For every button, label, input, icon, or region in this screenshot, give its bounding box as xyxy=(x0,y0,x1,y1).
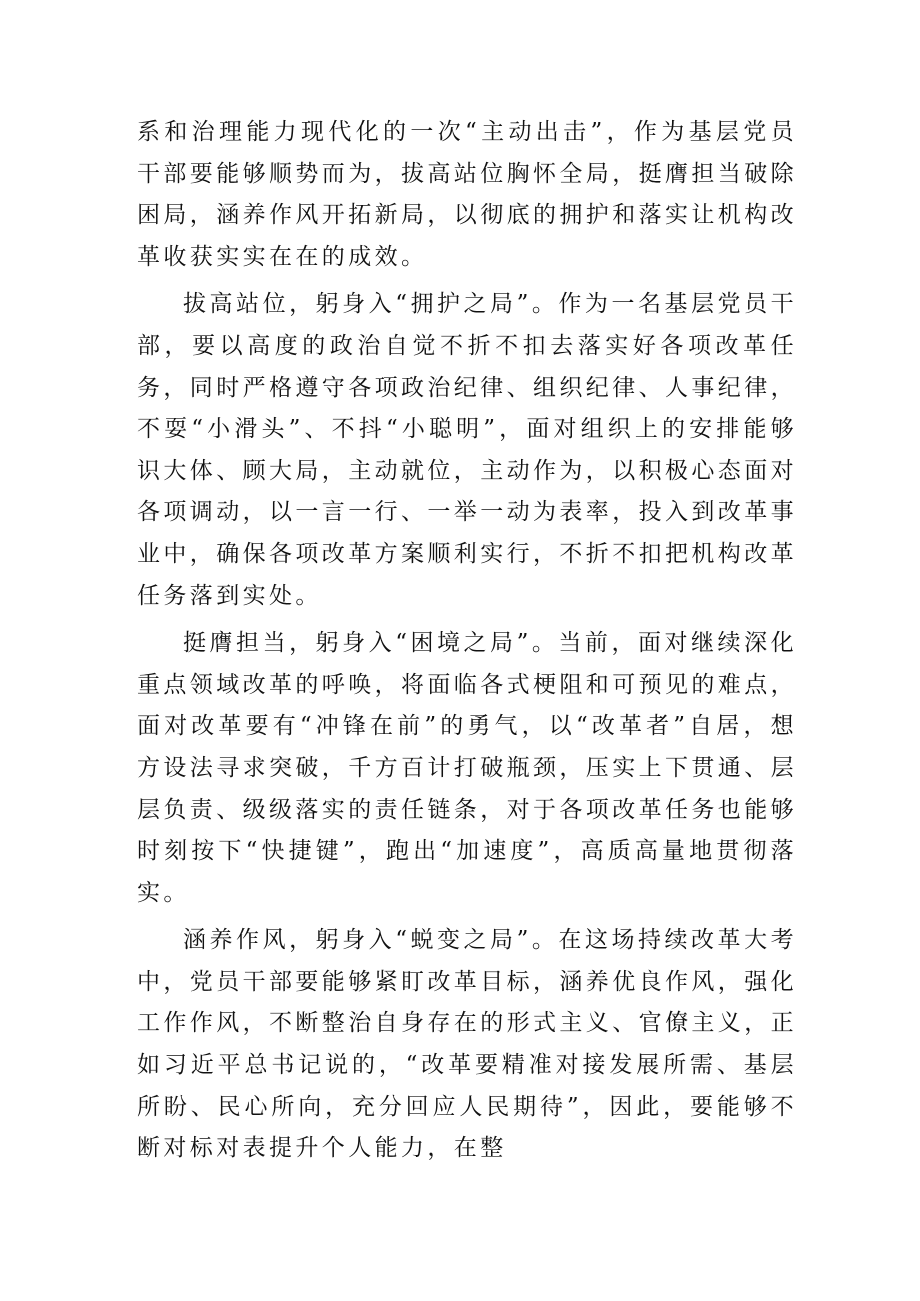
paragraph-continued: 系和治理能力现代化的一次“主动出击”，作为基层党员干部要能够顺势而为，拔高站位胸怀全局，挺膺担当破除困局，涵养作风开拓新局，以彻底的拥护和落实让机构改革收获实实在在的成效。 xyxy=(137,119,797,270)
paragraph-style: 涵养作风，躬身入“蜕变之局”。在这场持续改革大考中，党员干部要能够紧盯改革目标，涵养优良作风，强化工作作风，不断整治自身存在的形式主义、官僚主义，正如习近平总书记说的，“改革要精准对接发展所需、基层所盼、民心所向，充分回应人民期待”，因此，要能够不断对标对表提升个人能力，在整 xyxy=(137,927,797,1162)
paragraph-embrace: 拔高站位，躬身入“拥护之局”。作为一名基层党员干部，要以高度的政治自觉不折不扣去落实好各项改革任务，同时严格遵守各项政治纪律、组织纪律、人事纪律，不耍“小滑头”、不抖“小聪明”，面对组织上的安排能够识大体、顾大局，主动就位，主动作为，以积极心态面对各项调动，以一言一行、一举一动为表率，投入到改革事业中，确保各项改革方案顺利实行，不折不扣把机构改革任务落到实处。 xyxy=(137,291,797,609)
document-body xyxy=(137,112,797,1176)
paragraph-responsibility: 挺膺担当，躬身入“困境之局”。当前，面对继续深化重点领域改革的呼唤，将面临各式梗阻和可预见的难点，面对改革要有“冲锋在前”的勇气，以“改革者”自居，想方设法寻求突破，千方百计打破瓶颈，压实上下贯通、层层负责、级级落实的责任链条，对于各项改革任务也能够时刻按下“快捷键”，跑出“加速度”，高质高量地贯彻落实。 xyxy=(137,630,797,906)
